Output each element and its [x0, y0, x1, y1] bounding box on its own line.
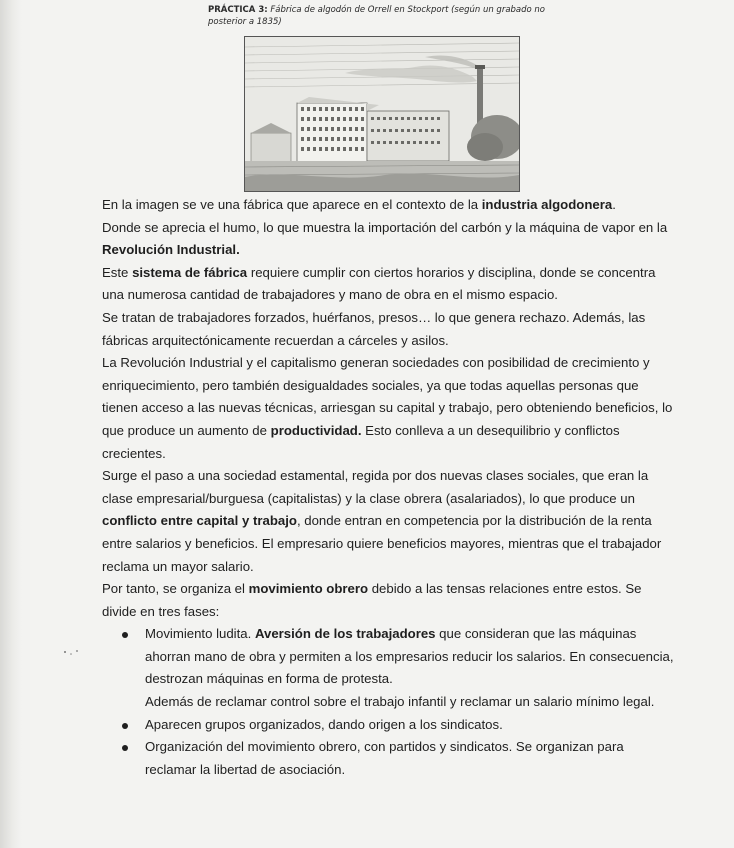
page-edge-shadow [0, 0, 22, 848]
paragraph-social-classes [102, 465, 677, 578]
bold-term: sistema de fábrica [132, 264, 248, 280]
bullet-icon [122, 632, 128, 638]
text-run: Por tanto, se organiza el [102, 581, 249, 597]
text-run: . [612, 197, 616, 212]
body-text [102, 194, 677, 781]
text-run: Esto conlleva a un desequilibrio y conflictos crecientes. [102, 422, 620, 461]
caption-text: Fábrica de algodón de Orrell en Stockport (según un grabado no posterior a 1835) [208, 5, 546, 27]
bold-term: Aversión de los trabajadores [254, 626, 436, 642]
paragraph-factory-system [102, 262, 677, 307]
text-run: Donde se aprecia el humo, lo que muestra la importación del carbón y la máquina de vapor en la [102, 219, 668, 235]
text-run: En la imagen se ve una fábrica que aparece en el contexto de la [102, 197, 482, 212]
text-run: requiere cumplir con ciertos horarios y disciplina, donde se concentra una numerosa cantidad de trabajadores y mano de obra en el mismo espacio. [102, 264, 656, 303]
paragraph-smoke [102, 217, 677, 262]
list-item [145, 623, 677, 713]
bullet-icon [122, 723, 128, 729]
text-run: debido a las tensas relaciones entre estos. Se divide en tres fases: [102, 581, 642, 619]
list-item [145, 736, 677, 781]
text-run: Aparecen grupos organizados, dando origen a los sindicatos. [145, 716, 503, 732]
caption-label: PRÁCTICA 3: [208, 5, 268, 15]
text-run: que consideran que las máquinas ahorran mano de obra y permiten a los empresarios reducir los salarios. En consecuencia, destrozan máquinas en forma de protesta. [145, 626, 674, 687]
figure-caption [208, 4, 568, 28]
bullet-icon [122, 745, 128, 751]
paragraph-labour-movement [102, 578, 677, 623]
bold-term: movimiento obrero [248, 581, 369, 597]
factory-engraving-image [244, 36, 520, 192]
text-run: Surge el paso a una sociedad estamental, regida por dos nuevas clases sociales, que eran la clase empresarial/burguesa (capitalistas) y la clase obrera (asalariados), lo que produce un [102, 468, 649, 506]
paragraph-capitalism [102, 352, 677, 465]
paragraph-intro [102, 194, 677, 217]
paper-specks [62, 648, 82, 658]
phases-list [102, 623, 677, 781]
list-item-note: Además de reclamar control sobre el trabajo infantil y reclamar un salario mínimo legal. [145, 694, 655, 710]
text-run: La Revolución Industrial y el capitalismo generan sociedades con posibilidad de crecimiento y enriquecimiento, pero también desigualdades sociales, ya que todas aquellas personas que tienen acceso a las nuevas técnicas, arriesgan su capital y trabajo, pero obteniendo beneficios, lo que produce un aumento de [102, 355, 673, 438]
paragraph-workers [102, 307, 677, 352]
bold-term: Revolución Industrial. [102, 242, 240, 258]
bold-term: productividad. [270, 422, 362, 438]
text-run: Movimiento ludita. [145, 626, 255, 642]
bold-term: industria algodonera [481, 197, 613, 212]
bold-term: conflicto entre capital y trabajo [102, 513, 297, 529]
list-item [145, 714, 677, 737]
text-run: Organización del movimiento obrero, con partidos y sindicatos. Se organizan para reclamar la libertad de asociación. [145, 739, 624, 777]
text-run: Se tratan de trabajadores forzados, huérfanos, presos… lo que genera rechazo. Además, las fábricas arquitectónicamente recuerdan a cárceles y asilos. [102, 309, 646, 348]
text-run: Este [102, 264, 133, 280]
text-run: , donde entran en competencia por la distribución de la renta entre salarios y beneficios. El empresario quiere beneficios mayores, mientras que el trabajador reclama un mayor salario. [102, 513, 662, 574]
